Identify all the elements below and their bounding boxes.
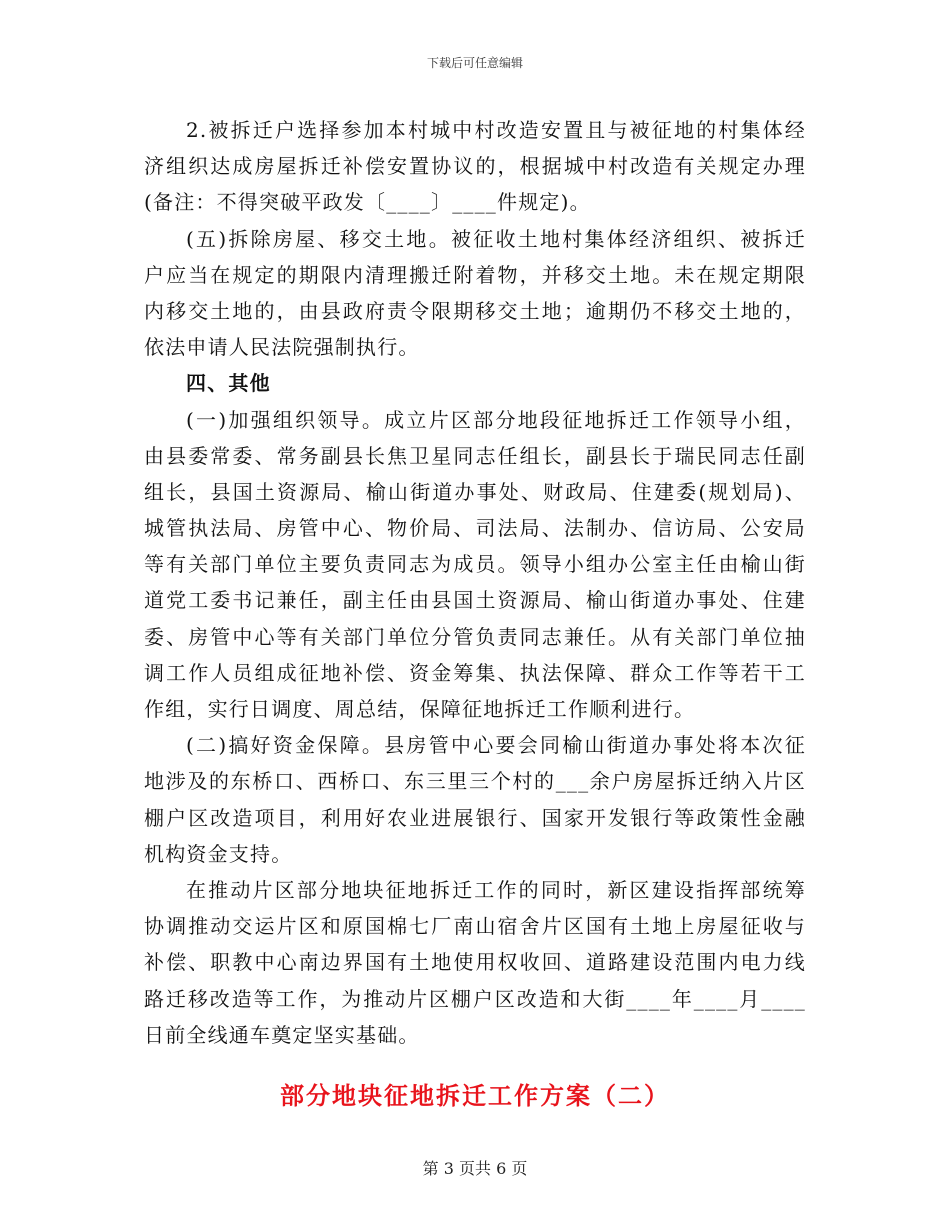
paragraph-line: 道党工委书记兼任，副主任由县国土资源局、榆山街道办事处、住建 <box>144 588 806 613</box>
paragraph-line: 委、房管中心等有关部门单位分管负责同志兼任。从有关部门单位抽 <box>144 624 806 649</box>
paragraph-line: 在推动片区部分地块征地拆迁工作的同时，新区建设指挥部统筹 <box>186 877 806 902</box>
paragraph-line: 等有关部门单位主要负责同志为成员。领导小组办公室主任由榆山街 <box>144 552 806 577</box>
paragraph-line: 作组，实行日调度、周总结，保障征地拆迁工作顺利进行。 <box>144 697 696 721</box>
paragraph-line: 济组织达成房屋拆迁补偿安置协议的，根据城中村改造有关规定办理 <box>144 154 806 179</box>
paragraph-line: 棚户区改造项目，利用好农业进展银行、国家开发银行等政策性金融 <box>144 805 806 830</box>
paragraph-line: (一)加强组织领导。成立片区部分地段征地拆迁工作领导小组， <box>186 407 806 432</box>
paragraph-line: 机构资金支持。 <box>144 841 293 866</box>
paragraph-line: 2.被拆迁户选择参加本村城中村改造安置且与被征地的村集体经 <box>186 118 806 142</box>
paragraph-line: 依法申请人民法院强制执行。 <box>144 335 420 360</box>
paragraph-line: 补偿、职教中心南边界国有土地使用权收回、道路建设范围内电力线 <box>144 950 806 975</box>
paragraph-line: 内移交土地的，由县政府责令限期移交土地；逾期仍不移交土地的， <box>144 298 806 323</box>
paragraph-line: 户应当在规定的期限内清理搬迁附着物，并移交土地。未在规定期限 <box>144 262 806 287</box>
section-title: 部分地块征地拆迁工作方案（二） <box>280 1082 670 1110</box>
paragraph-line: 路迁移改造等工作，为推动片区棚户区改造和大街____年____月____ <box>144 986 806 1011</box>
paragraph-line: (五)拆除房屋、移交土地。被征收土地村集体经济组织、被拆迁 <box>186 226 806 251</box>
paragraph-line: 调工作人员组成征地补偿、资金筹集、执法保障、群众工作等若干工 <box>144 660 806 685</box>
paragraph-line: 由县委常委、常务副县长焦卫星同志任组长，副县长于瑞民同志任副 <box>144 443 806 468</box>
paragraph-line: 协调推动交运片区和原国棉七厂南山宿舍片区国有土地上房屋征收与 <box>144 914 806 939</box>
page-number: 第 3 页共 6 页 <box>422 1159 528 1178</box>
paragraph-line: 地涉及的东桥口、西桥口、东三里三个村的___余户房屋拆迁纳入片区 <box>144 769 806 794</box>
page-header: 下载后可任意编辑 <box>426 56 523 70</box>
section-heading: 四、其他 <box>186 371 271 396</box>
paragraph-line: (二)搞好资金保障。县房管中心要会同榆山街道办事处将本次征 <box>186 733 806 758</box>
paragraph-line: 组长，县国土资源局、榆山街道办事处、财政局、住建委(规划局)、 <box>144 479 806 504</box>
paragraph-line: 日前全线通车奠定坚实基础。 <box>144 1022 420 1047</box>
document-body <box>144 112 806 1053</box>
paragraph-line: 城管执法局、房管中心、物价局、司法局、法制办、信访局、公安局 <box>144 516 806 541</box>
paragraph-line: (备注：不得突破平政发〔____〕____件规定)。 <box>144 190 591 215</box>
